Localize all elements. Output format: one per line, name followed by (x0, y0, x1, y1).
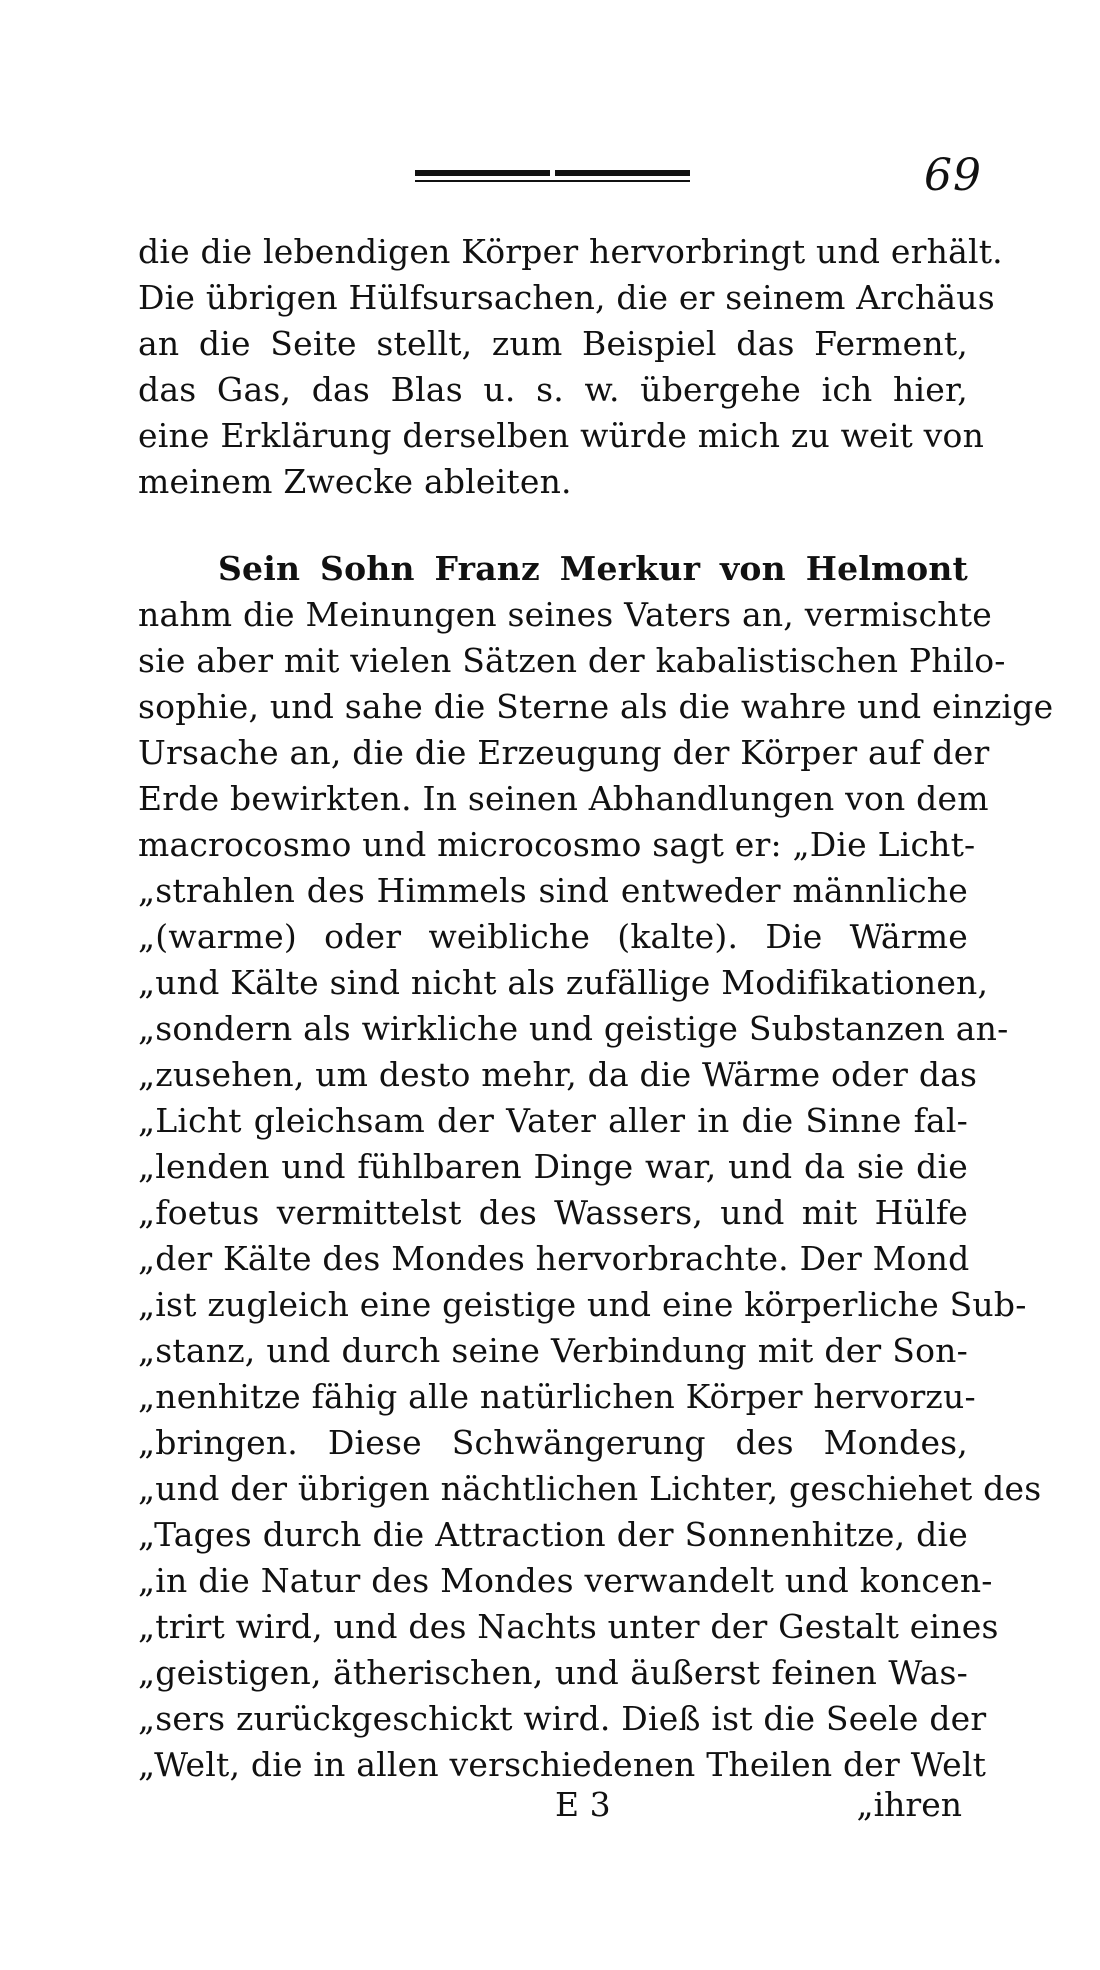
text-line: „lenden und fühlbaren Dinge war, und da sie die (138, 1147, 968, 1186)
text-line: Erde bewirkten. In seinen Abhandlungen von dem (138, 779, 989, 818)
text-line: das Gas, das Blas u. s. w. übergehe ich hier, (138, 370, 968, 409)
text-line: an die Seite stellt, zum Beispiel das Ferment, (138, 324, 968, 363)
text-line: eine Erklärung derselben würde mich zu weit von (138, 416, 985, 455)
text-line: „zusehen, um desto mehr, da die Wärme oder das (138, 1055, 978, 1094)
text-line-heading-names: Sein Sohn Franz Merkur von Helmont (218, 549, 968, 588)
text-line: „sondern als wirkliche und geistige Substanzen an- (138, 1009, 1009, 1048)
text-line: „trirt wird, und des Nachts unter der Gestalt eines (138, 1607, 999, 1646)
text-line: „der Kälte des Mondes hervorbrachte. Der Mond (138, 1239, 970, 1278)
header-ornament-rule-left (415, 170, 550, 176)
page-footer (0, 1780, 1100, 1830)
text-line: „in die Natur des Mondes verwandelt und koncen- (138, 1561, 993, 1600)
text-line: die die lebendigen Körper hervorbringt und erhält. (138, 232, 1003, 271)
text-line: sie aber mit vielen Sätzen der kabalistischen Philo- (138, 641, 1006, 680)
text-line: „geistigen, ätherischen, und äußerst feinen Was- (138, 1653, 968, 1692)
signature-mark: E 3 (555, 1785, 611, 1824)
page-number: 69 (924, 150, 982, 201)
text-line: nahm die Meinungen seines Vaters an, vermischte (138, 595, 992, 634)
text-line: „nenhitze fähig alle natürlichen Körper hervorzu- (138, 1377, 976, 1416)
text-line: „sers zurückgeschickt wird. Dieß ist die Seele der (138, 1699, 987, 1738)
text-line: „und der übrigen nächtlichen Lichter, geschiehet des (138, 1469, 1042, 1508)
text-line: „und Kälte sind nicht als zufällige Modifikationen, (138, 963, 989, 1002)
text-line: „(warme) oder weibliche (kalte). Die Wärme (138, 917, 968, 956)
catchword: „ihren (856, 1785, 962, 1824)
text-line: macrocosmo und microcosmo sagt er: „Die Licht- (138, 825, 976, 864)
text-line: Die übrigen Hülfsursachen, die er seinem Archäus (138, 278, 995, 317)
text-line: „bringen. Diese Schwängerung des Mondes, (138, 1423, 968, 1462)
text-line: „strahlen des Himmels sind entweder männliche (138, 871, 968, 910)
text-line: sophie, und sahe die Sterne als die wahre und einzige (138, 687, 1054, 726)
text-line: „Welt, die in allen verschiedenen Theilen der Welt (138, 1745, 987, 1784)
text-line: „foetus vermittelst des Wassers, und mit Hülfe (138, 1193, 968, 1232)
header-ornament-underline (415, 180, 690, 182)
text-line: „Tages durch die Attraction der Sonnenhitze, die (138, 1515, 968, 1554)
text-line: meinem Zwecke ableiten. (138, 462, 572, 501)
text-line: Ursache an, die die Erzeugung der Körper auf der (138, 733, 990, 772)
header-ornament-rule-right (555, 170, 690, 176)
text-line: „ist zugleich eine geistige und eine körperliche Sub- (138, 1285, 1027, 1324)
text-line: „Licht gleichsam der Vater aller in die Sinne fal- (138, 1101, 968, 1140)
text-line: „stanz, und durch seine Verbindung mit der Son- (138, 1331, 968, 1370)
